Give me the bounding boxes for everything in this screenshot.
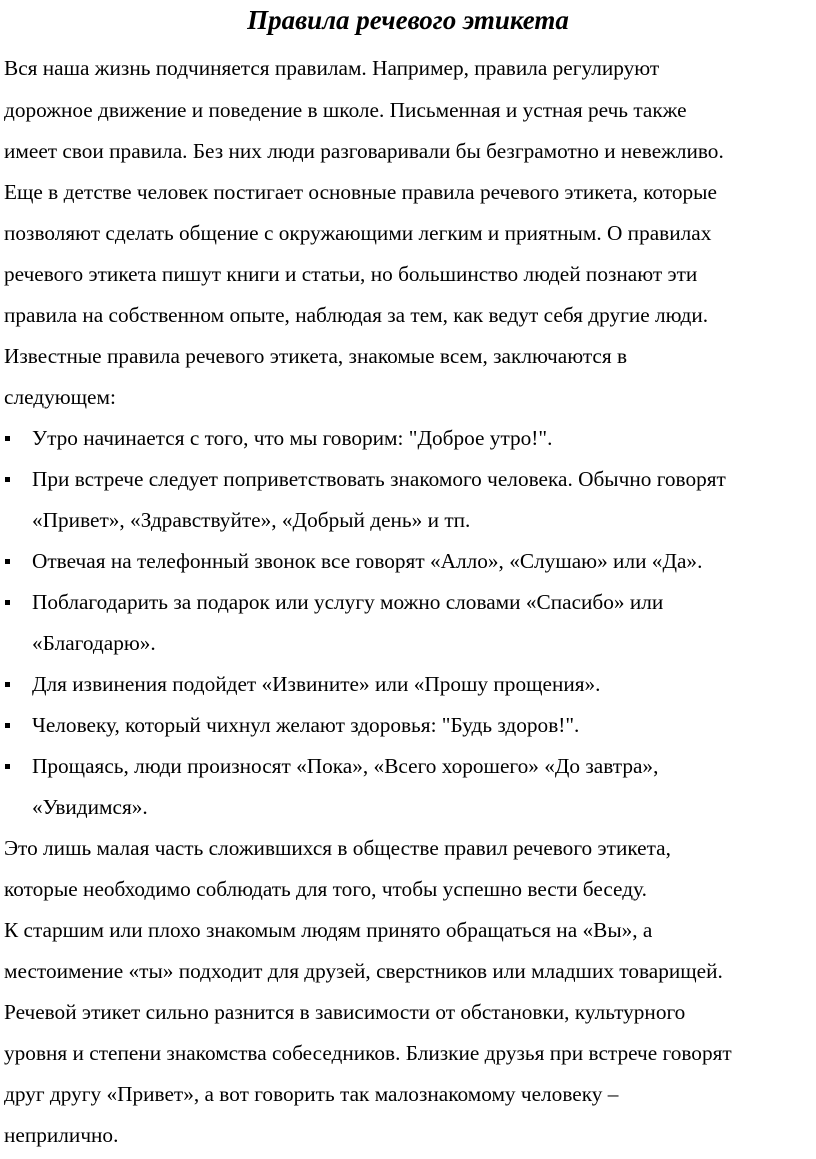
bullet-marker (5, 477, 10, 482)
list-item: Для извинения подойдет «Извините» или «Прошу прощения». (32, 672, 601, 696)
intro-line: речевого этикета пишут книги и статьи, но большинство людей познают эти (4, 262, 698, 286)
intro-line: имеет свои правила. Без них люди разговаривали бы безграмотно и невежливо. (4, 139, 724, 163)
intro-line: Вся наша жизнь подчиняется правилам. Например, правила регулируют (4, 56, 660, 80)
body-line: уровня и степени знакомства собеседников. Близкие друзья при встрече говорят (4, 1041, 732, 1065)
intro-line: позволяют сделать общение с окружающими легким и приятным. О правилах (4, 221, 712, 245)
body-line: Это лишь малая часть сложившихся в обществе правил речевого этикета, (4, 836, 671, 860)
list-item-continuation: «Благодарю». (32, 631, 156, 655)
bullet-marker (5, 436, 10, 441)
body-line: неприлично. (4, 1123, 119, 1147)
list-item: Отвечая на телефонный звонок все говорят «Алло», «Слушаю» или «Да». (32, 549, 703, 573)
body-line: которые необходимо соблюдать для того, чтобы успешно вести беседу. (4, 877, 647, 901)
list-item: Утро начинается с того, что мы говорим: "Доброе утро!". (32, 426, 553, 450)
list-item-continuation: «Привет», «Здравствуйте», «Добрый день» и тп. (32, 508, 471, 532)
intro-line: дорожное движение и поведение в школе. Письменная и устная речь также (4, 98, 687, 122)
intro-line: Еще в детстве человек постигает основные правила речевого этикета, которые (4, 180, 717, 204)
bullet-marker (5, 764, 10, 769)
body-line: друг другу «Привет», а вот говорить так малознакомому человеку – (4, 1082, 619, 1106)
intro-line: следующем: (4, 385, 116, 409)
list-item: Прощаясь, люди произносят «Пока», «Всего хорошего» «До завтра», (32, 754, 659, 778)
list-item: Поблагодарить за подарок или услугу можно словами «Спасибо» или (32, 590, 664, 614)
bullet-marker (5, 723, 10, 728)
page-title: Правила речевого этикета (247, 5, 569, 35)
body-line: Речевой этикет сильно разнится в зависимости от обстановки, культурного (4, 1000, 686, 1024)
intro-line: правила на собственном опыте, наблюдая за тем, как ведут себя другие люди. (4, 303, 709, 327)
intro-line: Известные правила речевого этикета, знакомые всем, заключаются в (4, 344, 628, 368)
body-line: К старшим или плохо знакомым людям принято обращаться на «Вы», а (4, 918, 653, 942)
bullet-marker (5, 600, 10, 605)
list-item: При встрече следует поприветствовать знакомого человека. Обычно говорят (32, 467, 726, 491)
bullet-marker (5, 682, 10, 687)
list-item-continuation: «Увидимся». (32, 795, 148, 819)
body-line: местоимение «ты» подходит для друзей, сверстников или младших товарищей. (4, 959, 723, 983)
list-item: Человеку, который чихнул желают здоровья: "Будь здоров!". (32, 713, 580, 737)
bullet-marker (5, 559, 10, 564)
